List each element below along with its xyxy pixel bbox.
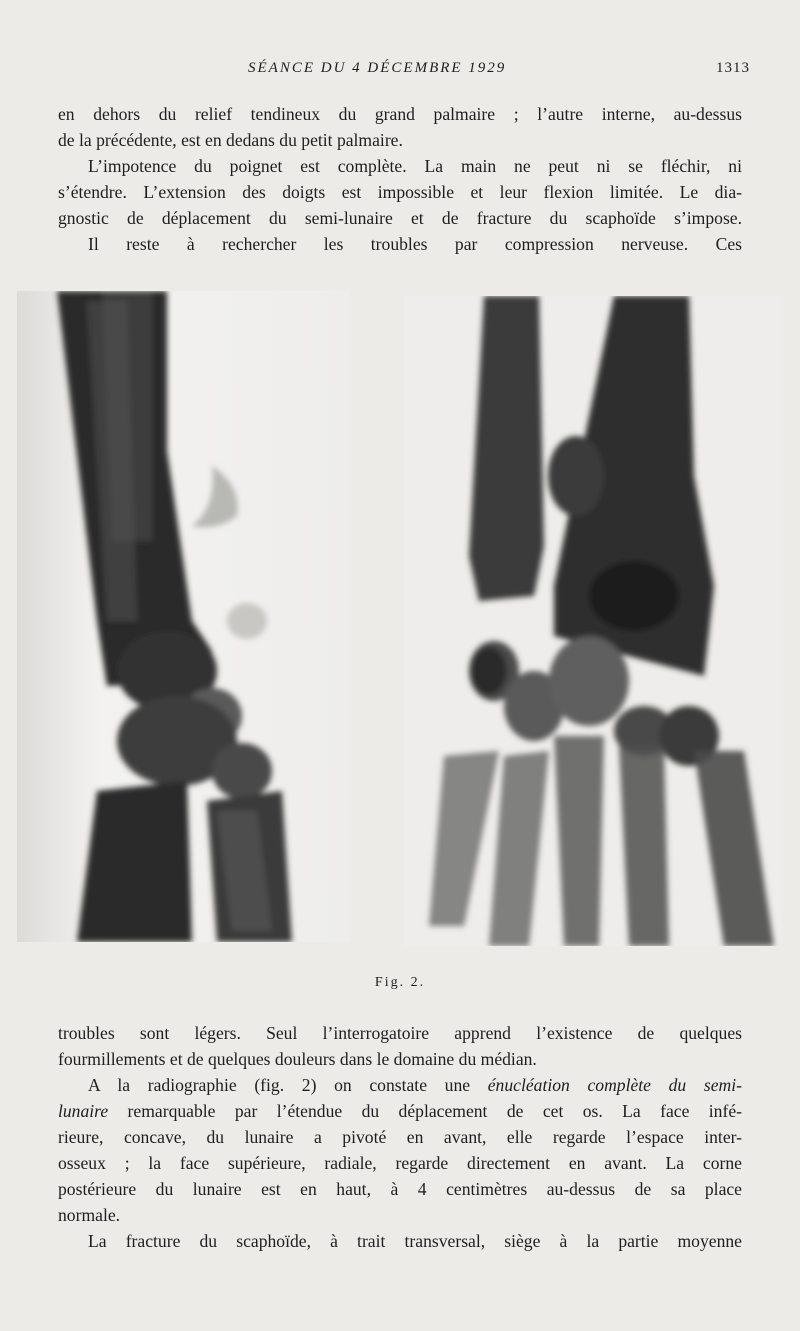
radiograph-lateral bbox=[17, 291, 350, 942]
text-line: de la précédente, est en dedans du petit palmaire. bbox=[58, 130, 403, 150]
radiograph-frontal bbox=[404, 296, 782, 946]
text-line: L’impotence du poignet est complète. La main ne peut ni se fléchir, ni bbox=[88, 156, 742, 176]
emphasis: énucléation complète du semi- bbox=[487, 1075, 742, 1095]
paragraph bbox=[58, 1228, 742, 1254]
text-run: remarquable par l’étendue du déplacement de cet os. La face infé- bbox=[108, 1101, 742, 1121]
page-number: 1313 bbox=[716, 60, 750, 76]
paragraph bbox=[58, 1072, 742, 1228]
text-line: postérieure du lunaire est en haut, à 4 centimètres au-dessus de sa place bbox=[58, 1179, 742, 1199]
emphasis: lunaire bbox=[58, 1101, 109, 1121]
paragraph bbox=[58, 1020, 742, 1072]
text-line: fourmillements et de quelques douleurs dans le domaine du médian. bbox=[58, 1049, 537, 1069]
text-line bbox=[58, 1072, 742, 1098]
text-line: gnostic de déplacement du semi-lunaire et de fracture du scaphoïde s’impose. bbox=[58, 208, 742, 228]
text-line: osseux ; la face supérieure, radiale, regarde directement en avant. La corne bbox=[58, 1153, 742, 1173]
text-line: en dehors du relief tendineux du grand palmaire ; l’autre interne, au-dessus bbox=[58, 104, 742, 124]
paragraph bbox=[58, 231, 742, 257]
paragraph bbox=[58, 101, 742, 153]
running-head bbox=[60, 60, 750, 82]
running-title: SÉANCE DU 4 DÉCEMBRE 1929 bbox=[248, 60, 507, 76]
figure-caption: Fig. 2. bbox=[374, 975, 426, 990]
text-line: troubles sont légers. Seul l’interrogatoire apprend l’existence de quelques bbox=[58, 1023, 742, 1043]
text-line bbox=[58, 1098, 742, 1124]
text-block-bottom bbox=[58, 1020, 742, 1254]
text-run: A la radiographie (fig. 2) on constate une bbox=[88, 1075, 488, 1095]
text-line: Il reste à rechercher les troubles par compression nerveuse. Ces bbox=[88, 234, 742, 254]
text-line: rieure, concave, du lunaire a pivoté en avant, elle regarde l’espace inter- bbox=[58, 1127, 742, 1147]
paragraph bbox=[58, 153, 742, 231]
text-block-top bbox=[58, 101, 742, 257]
text-line: normale. bbox=[58, 1205, 121, 1225]
text-line: s’étendre. L’extension des doigts est impossible et leur flexion limitée. Le dia- bbox=[58, 182, 742, 202]
text-line: La fracture du scaphoïde, à trait transversal, siège à la partie moyenne bbox=[88, 1231, 742, 1251]
